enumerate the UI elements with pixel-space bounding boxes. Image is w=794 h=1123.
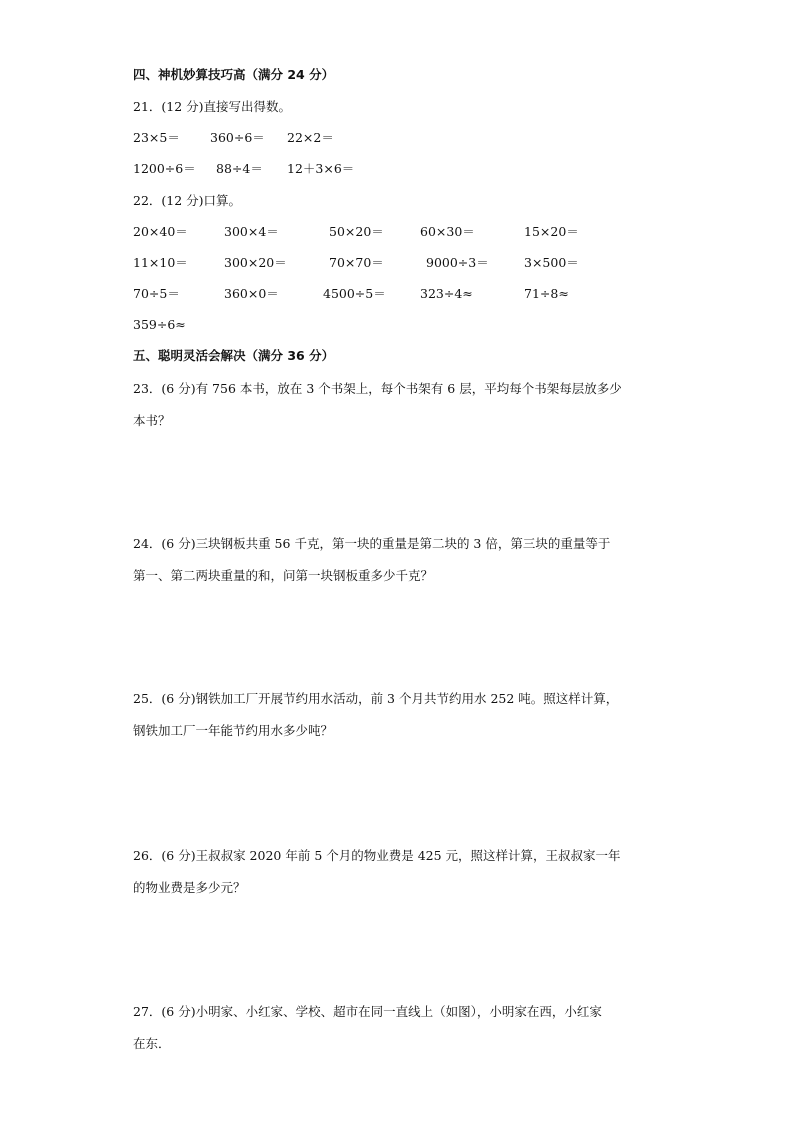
q21-item: 360÷6＝ [210,130,265,145]
q24-line-1: 24．(6 分)三块钢板共重 56 千克，第一块的重量是第二块的 3 倍，第三块的重量等于 [133,536,611,551]
q22-item: 60×30＝ [420,224,475,239]
q22-item: 323÷4≈ [420,286,473,301]
q22-item: 9000÷3＝ [426,255,489,270]
q22-item: 20×40＝ [133,224,188,239]
q22-item: 70÷5＝ [133,286,180,301]
q21-row-1 [0,130,794,146]
q23-line-1: 23．(6 分)有 756 本书，放在 3 个书架上，每个书架有 6 层，平均每个书架每层放多少 [133,381,622,396]
q22-prompt: 22．(12 分)口算。 [133,193,242,208]
q22-item: 300×20＝ [224,255,287,270]
q21-prompt: 21．(12 分)直接写出得数。 [133,99,292,114]
q21-item: 88÷4＝ [216,161,263,176]
q22-item: 4500÷5＝ [323,286,386,301]
q22-item: 70×70＝ [329,255,384,270]
q21-item: 22×2＝ [287,130,334,145]
q22-item: 71÷8≈ [524,286,569,301]
q27-line-1: 27．(6 分)小明家、小红家、学校、超市在同一直线上（如图），小明家在西，小红家 [133,1004,602,1019]
q21-row-2 [0,161,794,177]
q27-line-2: 在东． [133,1036,171,1051]
q21-item: 1200÷6＝ [133,161,196,176]
q21-item: 12＋3×6＝ [287,161,355,176]
q26-line-2: 的物业费是多少元？ [133,880,246,895]
section5-title: 五、聪明灵活会解决（满分 36 分） [133,348,335,363]
q22-item: 300×4＝ [224,224,279,239]
q22-item: 3×500＝ [524,255,579,270]
section4-title: 四、神机妙算技巧高（满分 24 分） [133,67,335,82]
q25-line-1: 25．(6 分)钢铁加工厂开展节约用水活动，前 3 个月共节约用水 252 吨。照这样计算， [133,691,619,706]
q25-line-2: 钢铁加工厂一年能节约用水多少吨？ [133,723,334,738]
q22-item: 359÷6≈ [133,317,186,332]
q22-row-3 [0,286,794,302]
q23-line-2: 本书？ [133,413,171,428]
q22-item: 15×20＝ [524,224,579,239]
q24-line-2: 第一、第二两块重量的和，问第一块钢板重多少千克？ [133,568,434,583]
q26-line-1: 26．(6 分)王叔叔家 2020 年前 5 个月的物业费是 425 元，照这样计算，王叔叔家一年 [133,848,621,863]
q22-row-2 [0,255,794,271]
q22-item: 50×20＝ [329,224,384,239]
q22-item: 11×10＝ [133,255,188,270]
q22-item: 360×0＝ [224,286,279,301]
q21-item: 23×5＝ [133,130,180,145]
q22-row-4 [0,317,794,333]
q22-row-1 [0,224,794,240]
